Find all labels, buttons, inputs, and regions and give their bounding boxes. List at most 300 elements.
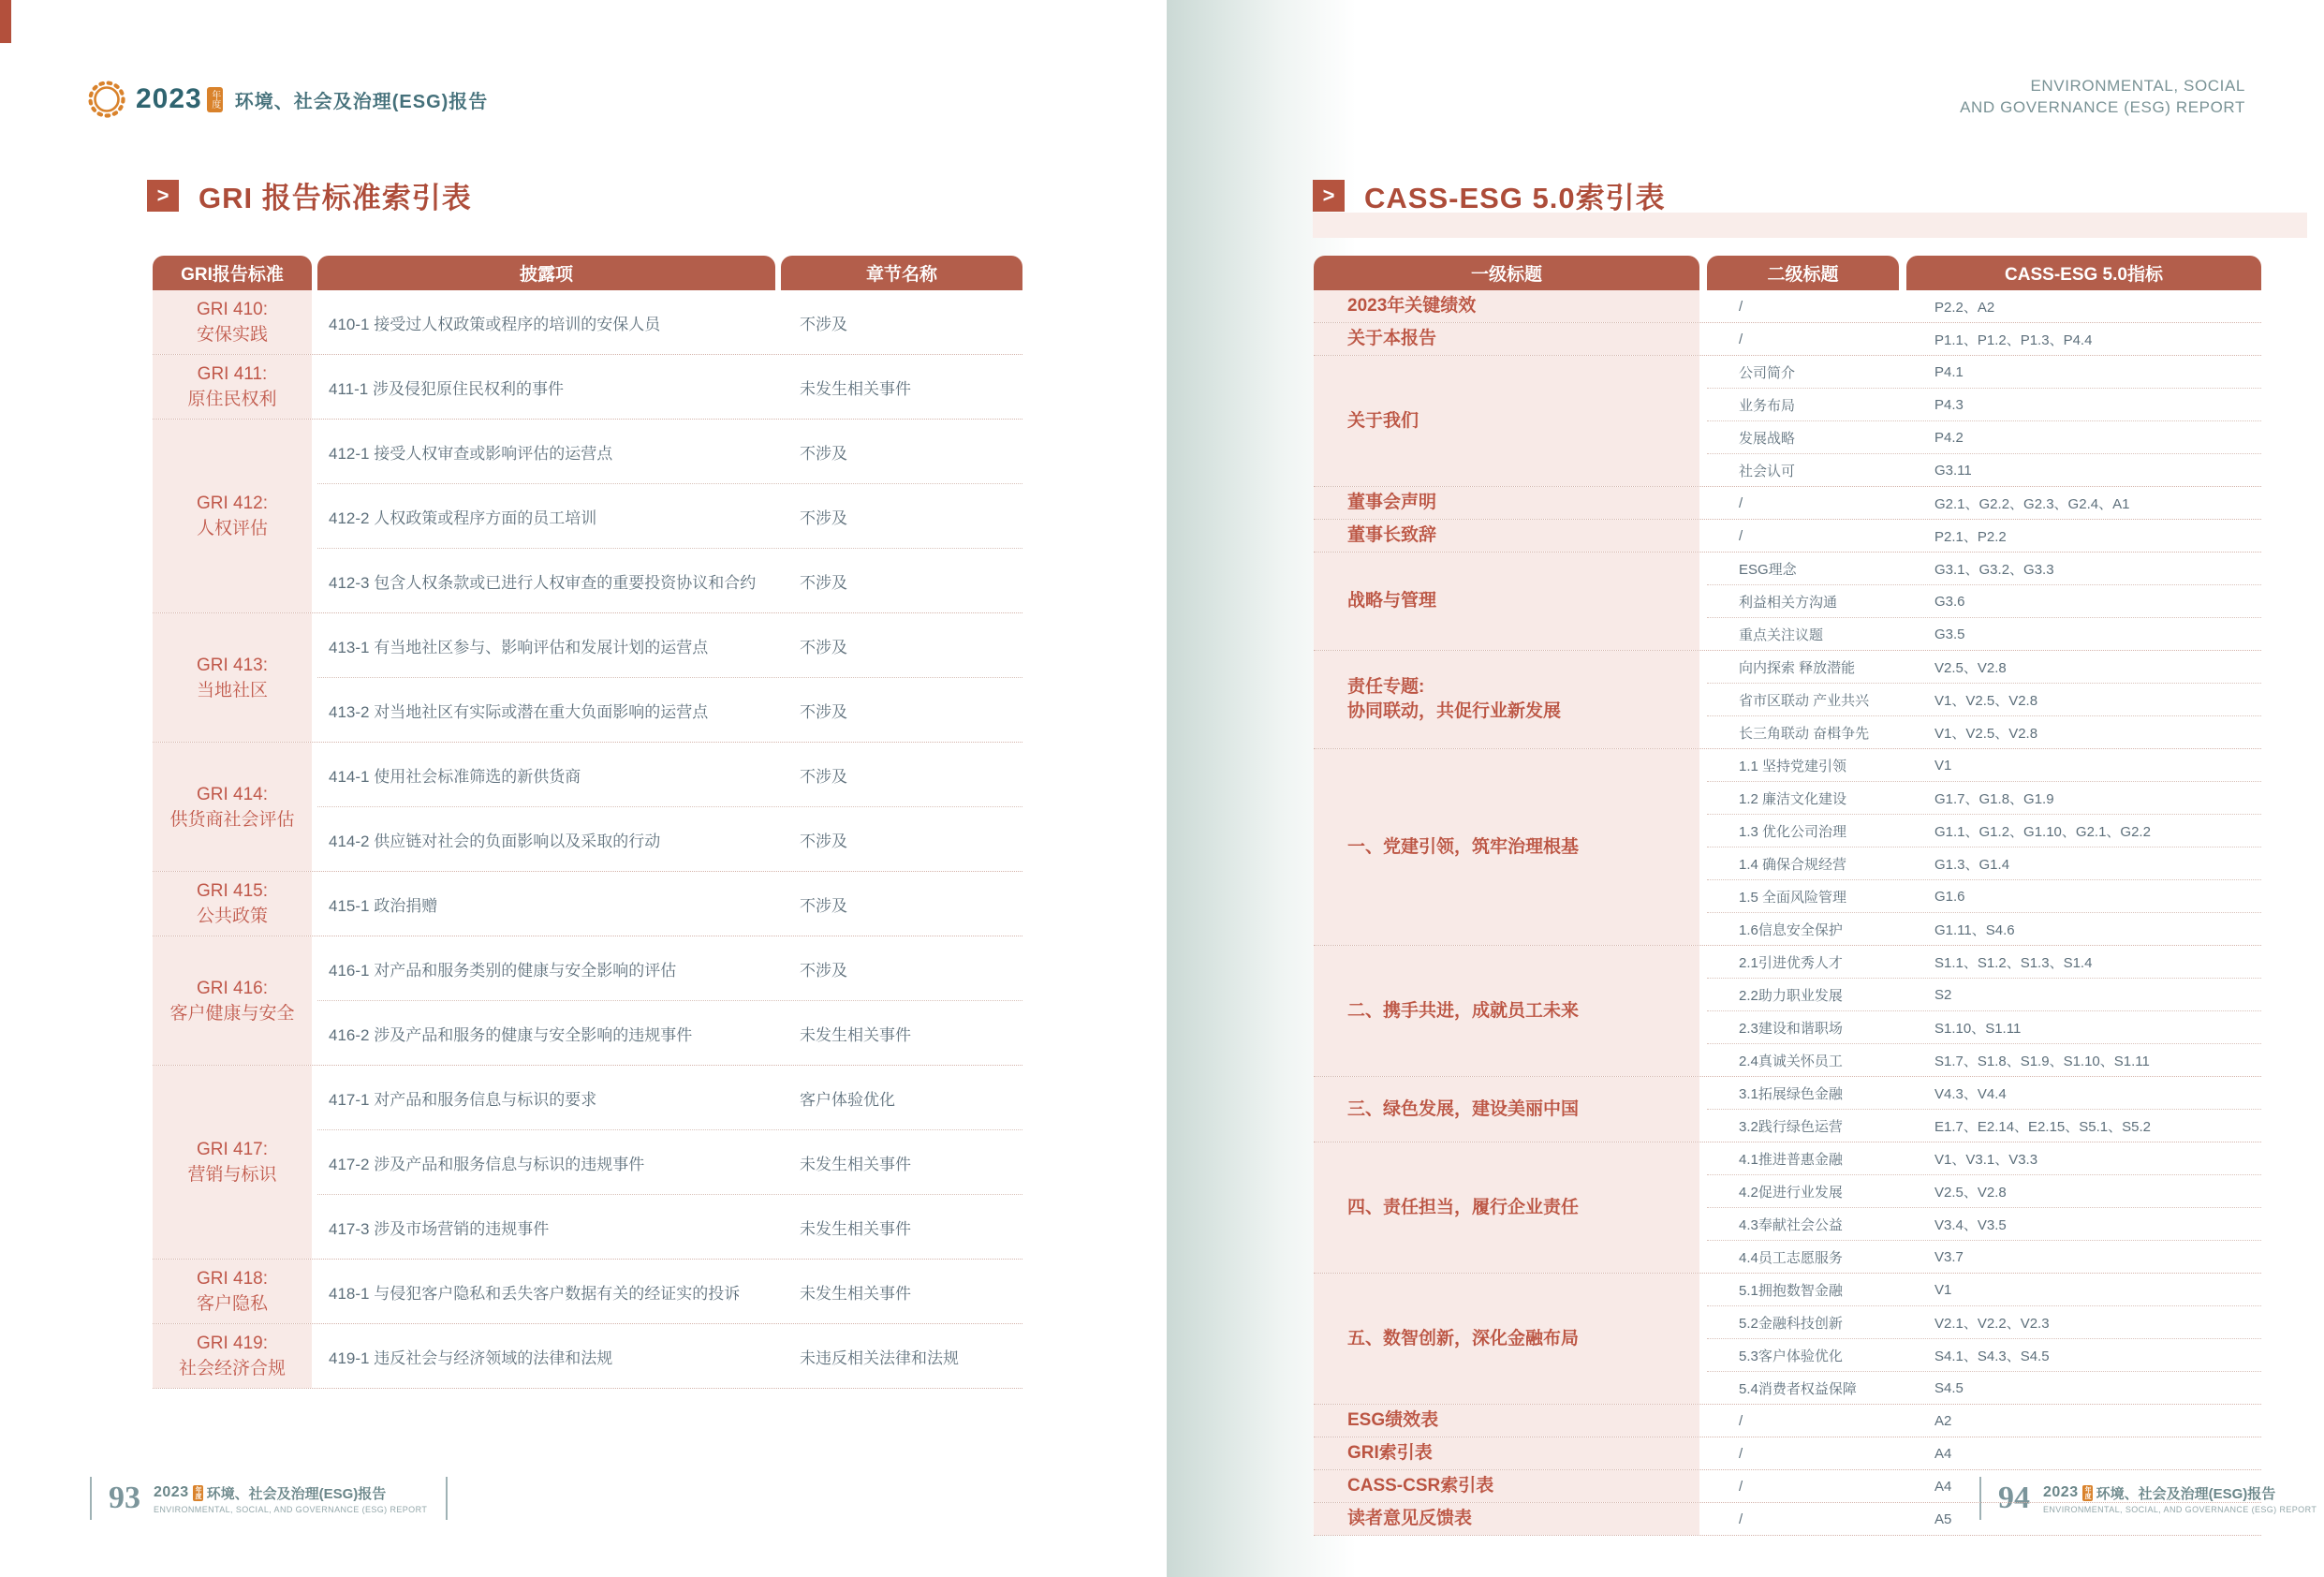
indicator-cell: S4.1、S4.3、S4.5 <box>1934 1348 2050 1364</box>
gri-standard-cell <box>153 1066 312 1259</box>
indicator-cell: G1.6 <box>1934 888 1965 905</box>
disclosure-cell: 414-1 使用社会标准筛选的新供货商 <box>329 767 581 786</box>
level1-title-line2: 协同联动，共促行业新发展 <box>1347 701 1562 721</box>
level1-title: CASS-CSR索引表 <box>1347 1476 1494 1496</box>
level1-title-cell <box>1314 1405 1699 1437</box>
table-row <box>1707 781 2261 814</box>
gri-index-table <box>153 256 1022 1389</box>
chapter-cell: 未发生相关事件 <box>800 1155 911 1173</box>
level1-title-cell <box>1314 1142 1699 1273</box>
chapter-cell: 不涉及 <box>800 638 847 656</box>
table-body <box>1314 290 2261 1536</box>
table-row <box>1707 584 2261 617</box>
footer-title-en: ENVIRONMENTAL, SOCIAL, AND GOVERNANCE (ESG) REPORT <box>154 1504 428 1514</box>
indicator-cell: P1.1、P1.2、P1.3、P4.4 <box>1934 332 2093 348</box>
gri-standard-code: GRI 410: <box>196 300 269 319</box>
level1-title-cell <box>1314 651 1699 748</box>
level1-title-cell <box>1314 1470 1699 1502</box>
level1-title: 读者意见反馈表 <box>1347 1509 1473 1528</box>
gri-standard-name: 公共政策 <box>196 906 268 926</box>
table-row <box>1707 420 2261 453</box>
level2-title-cell: 公司简介 <box>1739 364 1796 381</box>
level2-title-cell: 1.6信息安全保护 <box>1739 921 1843 938</box>
table-row <box>317 613 1022 677</box>
table-group <box>1314 1077 2261 1142</box>
table-row <box>1707 520 2261 552</box>
table-group <box>153 290 1022 355</box>
table-group <box>1314 520 2261 553</box>
group-rows <box>1707 651 2261 748</box>
disclosure-cell: 414-2 供应链对社会的负面影响以及采取的行动 <box>329 832 661 850</box>
level2-title-cell: / <box>1739 1412 1743 1429</box>
chapter-cell: 不涉及 <box>800 702 847 721</box>
chapter-cell: 未违反相关法律和法规 <box>800 1349 959 1367</box>
indicator-cell: E1.7、E2.14、E2.15、S5.1、S5.2 <box>1934 1118 2151 1135</box>
indicator-cell: P4.2 <box>1934 429 1964 446</box>
column-header: 二级标题 <box>1707 256 1899 290</box>
level1-title: 关于本报告 <box>1347 329 1437 348</box>
level2-title-cell: / <box>1739 1445 1743 1462</box>
level2-title-cell: / <box>1739 298 1743 315</box>
disclosure-cell: 412-3 包含人权条款或已进行人权审查的重要投资协议和合约 <box>329 573 757 592</box>
level1-title: 关于我们 <box>1347 410 1419 431</box>
footer-title-zh: 环境、社会及治理(ESG)报告 <box>206 1485 387 1502</box>
table-group <box>1314 946 2261 1077</box>
indicator-cell: P4.3 <box>1934 396 1964 413</box>
group-rows <box>317 420 1022 612</box>
gri-standard-name: 营销与标识 <box>187 1165 277 1185</box>
indicator-cell: A2 <box>1934 1412 1952 1429</box>
page-number: 94 <box>1998 1481 2030 1515</box>
level2-title-cell: 省市区联动 产业共兴 <box>1739 692 1870 709</box>
group-rows <box>317 290 1022 354</box>
indicator-cell: G1.1、G1.2、G1.10、G2.1、G2.2 <box>1934 823 2151 840</box>
table-row <box>317 872 1022 936</box>
brand-report-title: 环境、社会及治理(ESG)报告 <box>234 91 489 112</box>
logo-seal-icon <box>86 79 127 120</box>
group-rows <box>1707 1437 2261 1469</box>
indicator-cell: V1、V2.5、V2.8 <box>1934 725 2038 742</box>
gri-standard-cell <box>153 355 312 419</box>
table-group <box>1314 749 2261 946</box>
table-group <box>153 355 1022 420</box>
table-row <box>1707 1240 2261 1273</box>
indicator-cell: G3.11 <box>1934 462 1972 479</box>
chapter-cell: 未发生相关事件 <box>800 1219 911 1238</box>
group-rows <box>1707 1503 2261 1535</box>
column-header: 披露项 <box>317 256 775 290</box>
level1-title-cell <box>1314 1503 1699 1535</box>
level1-title-cell <box>1314 1077 1699 1142</box>
table-row <box>1707 356 2261 388</box>
level1-title-cell <box>1314 749 1699 945</box>
group-rows <box>1707 1077 2261 1142</box>
indicator-cell: A4 <box>1934 1445 1952 1462</box>
chapter-cell: 不涉及 <box>800 961 847 980</box>
table-group <box>153 743 1022 872</box>
disclosure-cell: 412-1 接受人权审查或影响评估的运营点 <box>329 444 613 463</box>
gri-standard-name: 社会经济合规 <box>178 1359 286 1378</box>
indicator-cell: A4 <box>1934 1478 1952 1495</box>
chapter-cell: 客户体验优化 <box>800 1090 895 1109</box>
table-row <box>317 1129 1022 1194</box>
group-rows <box>317 936 1022 1065</box>
disclosure-cell: 419-1 违反社会与经济领域的法律和法规 <box>329 1349 613 1367</box>
gri-standard-cell <box>153 1260 312 1323</box>
column-header: 一级标题 <box>1314 256 1699 290</box>
indicator-cell: G3.6 <box>1934 593 1965 610</box>
table-row <box>1707 1109 2261 1142</box>
footer-rule <box>90 1477 92 1520</box>
table-row <box>1707 847 2261 879</box>
table-row <box>1707 453 2261 486</box>
table-row <box>1707 1371 2261 1404</box>
table-row <box>1707 1470 2261 1502</box>
level2-title-cell: 1.1 坚持党建引领 <box>1739 758 1847 774</box>
disclosure-cell: 415-1 政治捐赠 <box>329 896 438 915</box>
gri-standard-name: 安保实践 <box>196 325 268 345</box>
table-group <box>153 1260 1022 1324</box>
gri-standard-code: GRI 417: <box>196 1140 269 1159</box>
gri-standard-code: GRI 411: <box>197 364 268 384</box>
chapter-cell: 不涉及 <box>800 508 847 527</box>
level2-title-cell: 3.2践行绿色运营 <box>1739 1118 1843 1135</box>
table-header-row <box>153 256 1022 290</box>
level1-title: 董事会声明 <box>1347 493 1437 512</box>
gri-standard-code: GRI 413: <box>196 655 269 675</box>
disclosure-cell: 413-1 有当地社区参与、影响评估和发展计划的运营点 <box>329 638 709 656</box>
gri-section-title <box>147 174 472 216</box>
level1-title: 责任专题: <box>1347 677 1425 697</box>
gri-standard-name: 客户隐私 <box>196 1294 268 1314</box>
level2-title-cell: 5.1拥抱数智金融 <box>1739 1282 1843 1299</box>
group-rows <box>1707 1142 2261 1273</box>
table-group <box>1314 1470 2261 1503</box>
gri-standard-code: GRI 412: <box>196 494 269 513</box>
table-group <box>153 936 1022 1066</box>
level1-title: 四、责任担当，履行企业责任 <box>1347 1197 1580 1217</box>
chapter-cell: 不涉及 <box>800 444 847 463</box>
indicator-cell: G3.5 <box>1934 626 1965 642</box>
disclosure-cell: 410-1 接受过人权政策或程序的培训的安保人员 <box>329 315 661 333</box>
table-row <box>1707 388 2261 420</box>
chapter-cell: 不涉及 <box>800 832 847 850</box>
footer-brand <box>154 1483 427 1514</box>
table-row <box>1707 1174 2261 1207</box>
indicator-cell: G1.3、G1.4 <box>1934 856 2010 873</box>
level1-title-cell <box>1314 553 1699 650</box>
level2-title-cell: / <box>1739 1478 1743 1495</box>
indicator-cell: G2.1、G2.2、G2.3、G2.4、A1 <box>1934 495 2130 512</box>
table-row <box>1707 879 2261 912</box>
level1-title: 三、绿色发展，建设美丽中国 <box>1347 1098 1580 1119</box>
level2-title-cell: 4.3奉献社会公益 <box>1739 1216 1843 1233</box>
level2-title-cell: 业务布局 <box>1739 397 1796 414</box>
disclosure-cell: 413-2 对当地社区有实际或潜在重大负面影响的运营点 <box>329 702 709 721</box>
table-group <box>153 872 1022 936</box>
table-row <box>1707 1274 2261 1305</box>
gri-standard-cell <box>153 420 312 612</box>
group-rows <box>1707 1405 2261 1437</box>
report-title-english-line2: AND GOVERNANCE (ESG) REPORT <box>1960 98 2245 116</box>
footer-title-zh: 环境、社会及治理(ESG)报告 <box>2096 1485 2276 1502</box>
brand-year-badge: 年度 <box>207 87 223 112</box>
indicator-cell: A5 <box>1934 1511 1952 1527</box>
table-row <box>1707 749 2261 781</box>
gri-standard-cell <box>153 613 312 742</box>
table-group <box>153 613 1022 743</box>
table-row <box>317 483 1022 548</box>
level1-title: 战略与管理 <box>1347 591 1437 611</box>
indicator-cell: G3.1、G3.2、G3.3 <box>1934 561 2054 578</box>
gri-standard-name: 供货商社会评估 <box>169 809 295 830</box>
chapter-cell: 不涉及 <box>800 315 847 333</box>
group-rows <box>1707 1274 2261 1404</box>
group-rows <box>1707 1470 2261 1502</box>
column-header: CASS-ESG 5.0指标 <box>1906 256 2261 290</box>
indicator-cell: S1.10、S1.11 <box>1934 1020 2022 1037</box>
table-row <box>317 1194 1022 1259</box>
level1-title: 一、党建引领，筑牢治理根基 <box>1347 836 1580 857</box>
table-group <box>1314 1503 2261 1536</box>
disclosure-cell: 412-2 人权政策或程序方面的员工培训 <box>329 508 597 527</box>
footer-year-badge: 年度 <box>193 1485 203 1501</box>
level2-title-cell: 1.3 优化公司治理 <box>1739 823 1847 840</box>
table-row <box>1707 1503 2261 1535</box>
gri-standard-code: GRI 418: <box>196 1269 269 1289</box>
level2-title-cell: 5.2金融科技创新 <box>1739 1315 1843 1332</box>
gri-standard-name: 当地社区 <box>196 680 268 700</box>
table-row <box>317 1000 1022 1065</box>
level1-title: GRI索引表 <box>1347 1443 1433 1463</box>
table-row <box>1707 912 2261 945</box>
indicator-cell: G1.11、S4.6 <box>1934 921 2015 938</box>
table-body <box>153 290 1022 1389</box>
indicator-cell: V2.5、V2.8 <box>1934 659 2007 676</box>
group-rows <box>317 355 1022 419</box>
table-group <box>1314 356 2261 487</box>
report-title-english-line1: ENVIRONMENTAL, SOCIAL <box>2030 77 2245 95</box>
arrow-right-icon: > <box>147 180 179 212</box>
table-row <box>1707 683 2261 715</box>
level1-title: 五、数智创新，深化金融布局 <box>1347 1328 1580 1349</box>
level2-title-cell: 1.4 确保合规经营 <box>1739 856 1847 873</box>
disclosure-cell: 417-1 对产品和服务信息与标识的要求 <box>329 1090 597 1109</box>
indicator-cell: V1 <box>1934 1281 1952 1298</box>
table-row <box>1707 617 2261 650</box>
level1-title: 2023年关键绩效 <box>1347 296 1477 316</box>
table-group <box>1314 1405 2261 1437</box>
level1-title-cell <box>1314 1274 1699 1404</box>
gri-standard-code: GRI 415: <box>196 881 269 901</box>
table-row <box>317 743 1022 806</box>
table-group <box>153 1324 1022 1389</box>
table-row <box>1707 290 2261 322</box>
table-group <box>1314 1274 2261 1405</box>
gri-standard-cell <box>153 1324 312 1388</box>
footer-year: 2023 <box>154 1484 189 1500</box>
gri-standard-code: GRI 419: <box>196 1334 269 1353</box>
indicator-cell: S1.1、S1.2、S1.3、S1.4 <box>1934 954 2093 971</box>
table-group <box>1314 323 2261 356</box>
footer-left <box>90 1476 448 1521</box>
level2-title-cell: 利益相关方沟通 <box>1739 594 1838 611</box>
disclosure-cell: 417-2 涉及产品和服务信息与标识的违规事件 <box>329 1155 645 1173</box>
indicator-cell: S1.7、S1.8、S1.9、S1.10、S1.11 <box>1934 1053 2150 1069</box>
level1-title-cell <box>1314 487 1699 519</box>
footer-year: 2023 <box>2043 1484 2079 1500</box>
table-row <box>1707 1437 2261 1469</box>
group-rows <box>317 613 1022 742</box>
table-row <box>1707 553 2261 584</box>
indicator-cell: V1、V2.5、V2.8 <box>1934 692 2038 709</box>
table-group <box>153 420 1022 613</box>
level1-title-cell <box>1314 520 1699 552</box>
table-row <box>1707 1338 2261 1371</box>
table-row <box>317 1324 1022 1388</box>
table-row <box>1707 1142 2261 1174</box>
gri-standard-name: 人权评估 <box>196 519 268 538</box>
table-row <box>317 355 1022 419</box>
table-row <box>1707 978 2261 1010</box>
page-title: CASS-ESG 5.0索引表 <box>1364 182 1666 214</box>
group-rows <box>317 1260 1022 1323</box>
level1-title: ESG绩效表 <box>1347 1410 1439 1430</box>
level2-title-cell: / <box>1739 331 1743 347</box>
level1-title: 董事长致辞 <box>1347 525 1437 545</box>
gri-standard-cell <box>153 743 312 871</box>
level2-title-cell: 2.4真诚关怀员工 <box>1739 1053 1843 1069</box>
level2-title-cell: 3.1拓展绿色金融 <box>1739 1085 1843 1102</box>
brand-year: 2023 <box>136 83 202 114</box>
group-rows <box>317 743 1022 871</box>
level2-title-cell: 4.2促进行业发展 <box>1739 1184 1843 1201</box>
indicator-cell: P2.2、A2 <box>1934 299 1995 316</box>
group-rows <box>1707 946 2261 1076</box>
gri-standard-cell <box>153 936 312 1065</box>
level2-title-cell: 4.4员工志愿服务 <box>1739 1249 1843 1266</box>
table-row <box>1707 651 2261 683</box>
level2-title-cell: ESG理念 <box>1739 561 1797 578</box>
level2-title-cell: 1.5 全面风险管理 <box>1739 889 1847 906</box>
column-header: GRI报告标准 <box>153 256 312 290</box>
cass-esg-index-table <box>1314 256 2261 1536</box>
table-row <box>317 1260 1022 1323</box>
table-row <box>317 548 1022 612</box>
level2-title-cell: 重点关注议题 <box>1739 626 1824 643</box>
level2-title-cell: 长三角联动 奋楫争先 <box>1739 725 1870 742</box>
indicator-cell: P2.1、P2.2 <box>1934 528 2007 545</box>
level2-title-cell: 1.2 廉洁文化建设 <box>1739 790 1847 807</box>
level2-title-cell: / <box>1739 527 1743 544</box>
level2-title-cell: 2.1引进优秀人才 <box>1739 954 1843 971</box>
table-group <box>1314 1142 2261 1274</box>
group-rows <box>317 1066 1022 1259</box>
footer-title-en: ENVIRONMENTAL, SOCIAL, AND GOVERNANCE (ESG) REPORT <box>2043 1504 2317 1514</box>
indicator-cell: S2 <box>1934 986 1952 1003</box>
group-rows <box>1707 323 2261 355</box>
report-brand-header <box>86 79 488 120</box>
chapter-cell: 未发生相关事件 <box>800 1025 911 1044</box>
group-rows <box>1707 356 2261 486</box>
table-row <box>1707 1010 2261 1043</box>
chapter-cell: 不涉及 <box>800 573 847 592</box>
level1-title: 二、携手共进，成就员工未来 <box>1347 1000 1580 1021</box>
table-row <box>1707 715 2261 748</box>
level1-title-cell <box>1314 356 1699 486</box>
table-row <box>1707 1207 2261 1240</box>
table-row <box>317 677 1022 742</box>
table-row <box>317 936 1022 1000</box>
table-row <box>1707 1305 2261 1338</box>
level2-title-cell: 5.3客户体验优化 <box>1739 1348 1843 1364</box>
group-rows <box>1707 520 2261 552</box>
column-header: 章节名称 <box>781 256 1022 290</box>
level2-title-cell: 向内探索 释放潜能 <box>1739 659 1856 676</box>
indicator-cell: V1、V3.1、V3.3 <box>1934 1151 2038 1168</box>
level1-title-cell <box>1314 1437 1699 1469</box>
table-row <box>317 420 1022 483</box>
gri-standard-cell <box>153 290 312 354</box>
corner-accent-mark <box>0 0 11 43</box>
indicator-cell: V2.1、V2.2、V2.3 <box>1934 1315 2050 1332</box>
table-row <box>1707 814 2261 847</box>
table-row <box>317 290 1022 354</box>
table-group <box>1314 487 2261 520</box>
table-row <box>317 1066 1022 1129</box>
table-row <box>317 806 1022 871</box>
chapter-cell: 未发生相关事件 <box>800 1284 911 1303</box>
page-number: 93 <box>109 1481 140 1515</box>
table-row <box>1707 323 2261 355</box>
table-row <box>1707 946 2261 978</box>
level2-title-cell: 2.3建设和谐职场 <box>1739 1020 1843 1037</box>
disclosure-cell: 417-3 涉及市场营销的违规事件 <box>329 1219 550 1238</box>
table-row <box>1707 487 2261 519</box>
page-title: GRI 报告标准索引表 <box>199 182 472 214</box>
chapter-cell: 不涉及 <box>800 896 847 915</box>
indicator-cell: V3.7 <box>1934 1248 1964 1265</box>
chapter-cell: 不涉及 <box>800 767 847 786</box>
gri-standard-code: GRI 416: <box>196 978 269 998</box>
level2-title-cell: 4.1推进普惠金融 <box>1739 1151 1843 1168</box>
group-rows <box>317 872 1022 936</box>
table-header-row <box>1314 256 2261 290</box>
disclosure-cell: 411-1 涉及侵犯原住民权利的事件 <box>329 379 564 398</box>
title-banner-strip <box>1313 213 2307 238</box>
table-row <box>1707 1043 2261 1076</box>
table-group <box>153 1066 1022 1260</box>
level1-title-cell <box>1314 323 1699 355</box>
indicator-cell: V2.5、V2.8 <box>1934 1184 2007 1201</box>
cass-section-title <box>1313 174 1666 216</box>
indicator-cell: V4.3、V4.4 <box>1934 1085 2007 1102</box>
table-group <box>1314 651 2261 749</box>
disclosure-cell: 418-1 与侵犯客户隐私和丢失客户数据有关的经证实的投诉 <box>329 1284 741 1303</box>
arrow-right-icon: > <box>1313 180 1345 212</box>
level2-title-cell: 社会认可 <box>1739 463 1796 479</box>
level2-title-cell: 2.2助力职业发展 <box>1739 987 1843 1004</box>
gri-standard-name: 原住民权利 <box>187 390 277 409</box>
level2-title-cell: 5.4消费者权益保障 <box>1739 1380 1857 1397</box>
level2-title-cell: / <box>1739 494 1743 511</box>
gri-standard-name: 客户健康与安全 <box>169 1003 295 1024</box>
group-rows <box>1707 749 2261 945</box>
indicator-cell: V1 <box>1934 757 1952 774</box>
footer-year-badge: 年度 <box>2082 1485 2093 1501</box>
level1-title-cell <box>1314 290 1699 322</box>
group-rows <box>1707 487 2261 519</box>
